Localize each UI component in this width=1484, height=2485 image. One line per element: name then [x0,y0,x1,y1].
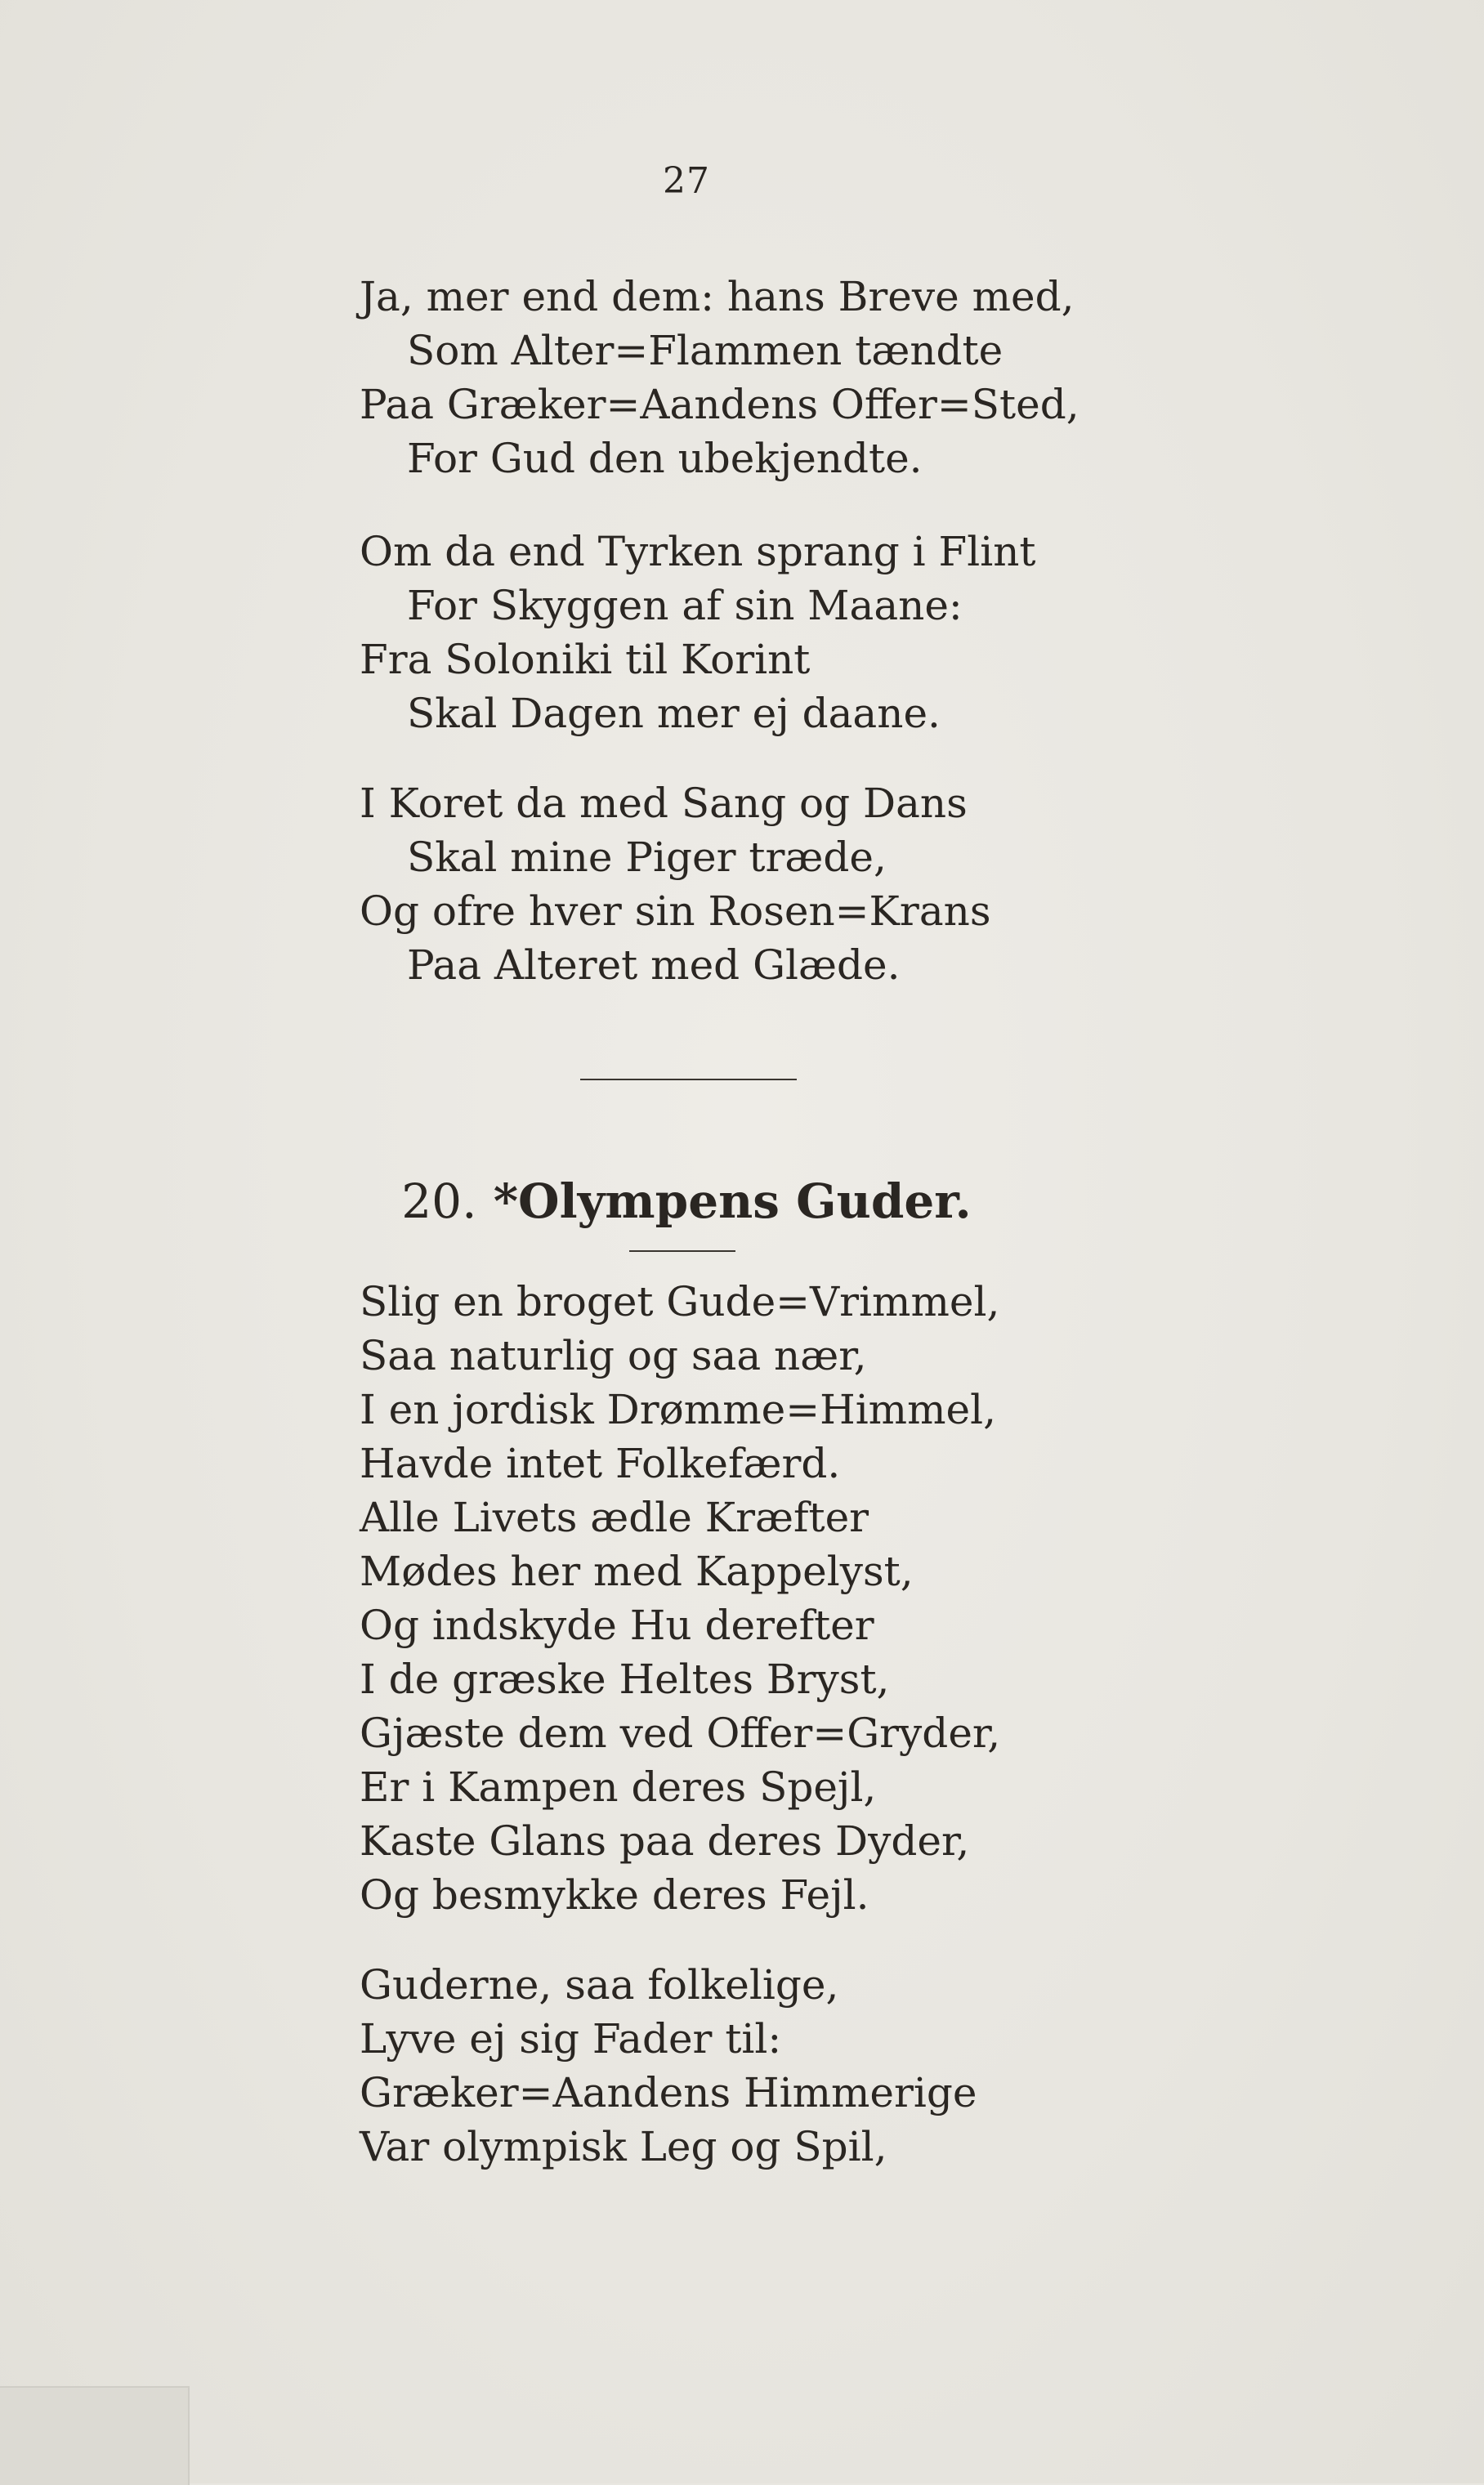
title-underline [629,1250,735,1252]
verse-line: Og indskyde Hu derefter [360,1602,874,1649]
stanza-3 [360,776,1177,992]
verse-line: Og ofre hver sin Rosen=Krans [360,887,991,935]
page-number: 27 [663,160,710,202]
verse-line: Paa Græker=Aandens Offer=Sted, [360,381,1079,428]
verse-line: Lyve ej sig Fader til: [360,2015,782,2063]
stanza-1 [360,270,1177,485]
stanza-2 [360,525,1177,740]
poem-number: 20. [401,1173,477,1229]
verse-line: Alle Livets ædle Kræfter [360,1494,869,1541]
verse-line: I Koret da med Sang og Dans [360,780,968,827]
verse-line: Saa naturlig og saa nær, [360,1332,867,1379]
verse-line: Mødes her med Kappelyst, [360,1548,914,1595]
verse-line: Som Alter=Flammen tændte [407,327,1003,374]
verse-line: Gjæste dem ved Offer=Gryder, [360,1710,1001,1757]
verse-line: Skal mine Piger træde, [407,834,887,881]
verse-line: Er i Kampen deres Spejl, [360,1763,877,1811]
stanza-4 [360,1275,1177,1922]
verse-line: Skal Dagen mer ej daane. [407,690,941,737]
verse-line: Om da end Tyrken sprang i Flint [360,528,1036,575]
poem-title-text: *Olympens Guder. [493,1173,972,1229]
verse-line: For Skyggen af sin Maane: [407,582,963,629]
verse-line: Slig en broget Gude=Vrimmel, [360,1278,1000,1325]
verse-line: I en jordisk Drømme=Himmel, [360,1386,996,1433]
verse-line: I de græske Heltes Bryst, [360,1656,890,1703]
verse-line: Og besmykke deres Fejl. [360,1871,869,1919]
stanza-5 [360,1958,1177,2174]
scan-edge-mark [0,2386,190,2485]
poem-title [0,1169,1373,1234]
verse-line: Ja, mer end dem: hans Breve med, [360,273,1075,320]
verse-line: Fra Soloniki til Korint [360,636,811,683]
section-divider [580,1079,797,1080]
verse-line: Var olympisk Leg og Spil, [360,2123,887,2170]
verse-line: Græker=Aandens Himmerige [360,2069,977,2116]
verse-line: For Gud den ubekjendte. [407,435,923,482]
verse-line: Guderne, saa folkelige, [360,1961,839,2009]
verse-line: Havde intet Folkefærd. [360,1440,841,1487]
verse-line: Paa Alteret med Glæde. [407,941,901,989]
verse-line: Kaste Glans paa deres Dyder, [360,1817,970,1865]
